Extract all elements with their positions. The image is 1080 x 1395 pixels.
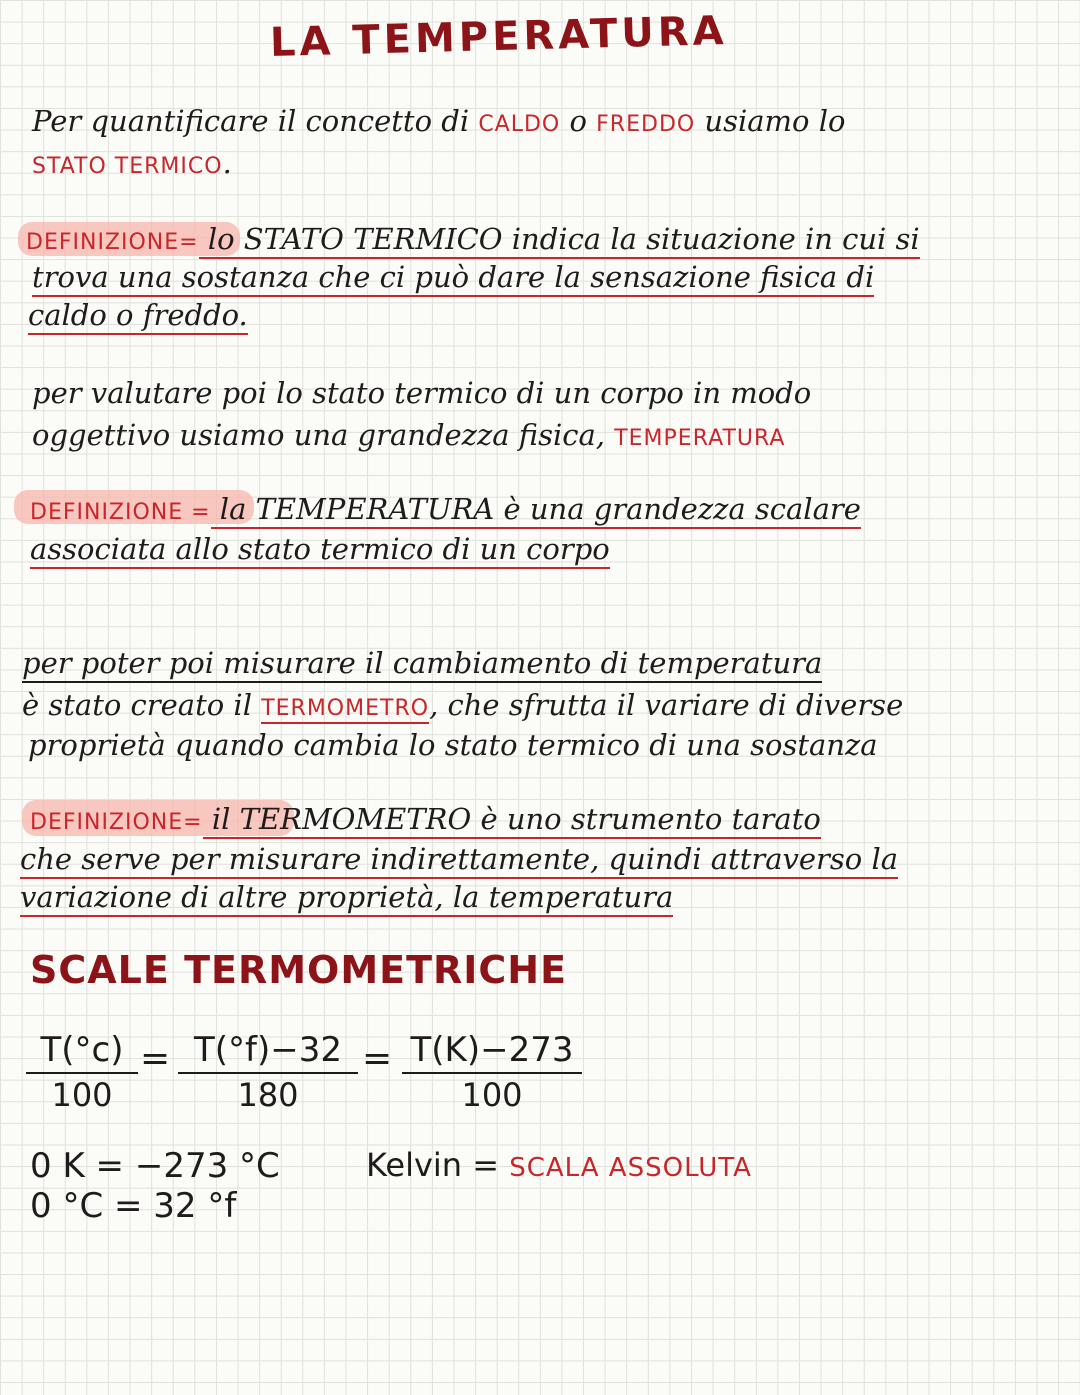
def1-text-2: trova una sostanza che ci può dare la sensazione fisica di bbox=[32, 260, 874, 297]
par2-line-2 bbox=[32, 418, 785, 452]
conversion-kelvin-celsius: 0 K = −273 °C bbox=[30, 1146, 280, 1186]
def1-line-3 bbox=[28, 298, 248, 332]
par3-line-2 bbox=[22, 688, 903, 722]
def2-line-2 bbox=[30, 532, 610, 566]
def3-text-1: il TERMOMETRO è uno strumento tarato bbox=[203, 802, 821, 839]
intro-line-2 bbox=[32, 146, 232, 180]
equals-sign-1: = bbox=[140, 1038, 171, 1079]
keyword-termometro: TERMOMETRO bbox=[261, 696, 429, 724]
par2-line-1: per valutare poi lo stato termico di un corpo in modo bbox=[32, 376, 812, 410]
intro-or: o bbox=[560, 104, 597, 138]
def1-text-1: lo STATO TERMICO indica la situazione in cui si bbox=[199, 222, 920, 259]
def2-text-2: associata allo stato termico di un corpo bbox=[30, 532, 610, 569]
par3-line-3: proprietà quando cambia lo stato termico di una sostanza bbox=[28, 728, 878, 762]
keyword-freddo: FREDDO bbox=[596, 112, 696, 137]
intro-dot: . bbox=[222, 146, 232, 180]
def3-line-1 bbox=[30, 802, 821, 836]
par3-text-2a: è stato creato il bbox=[22, 688, 262, 722]
kelvin-label: Kelvin = bbox=[366, 1146, 510, 1184]
kelvin-note bbox=[366, 1146, 752, 1184]
keyword-temperatura: TEMPERATURA bbox=[614, 426, 786, 451]
fraction-celsius-denominator: 100 bbox=[51, 1076, 113, 1114]
fraction-kelvin-numerator: T(K)−273 bbox=[402, 1030, 582, 1074]
def1-line-2 bbox=[32, 260, 874, 294]
fraction-celsius bbox=[26, 1030, 138, 1114]
def3-label: DEFINIZIONE= bbox=[30, 810, 203, 835]
section-heading-scales: SCALE TERMOMETRICHE bbox=[30, 948, 568, 992]
def1-label: DEFINIZIONE= bbox=[26, 230, 199, 255]
def3-text-3: variazione di altre proprietà, la temperatura bbox=[20, 880, 673, 917]
page-title: LA TEMPERATURA bbox=[269, 8, 729, 66]
def1-line-1 bbox=[26, 222, 920, 256]
fraction-celsius-numerator: T(°c) bbox=[26, 1030, 138, 1074]
def2-label: DEFINIZIONE = bbox=[30, 500, 211, 525]
keyword-stato-termico: STATO TERMICO bbox=[32, 154, 223, 179]
fraction-kelvin-denominator: 100 bbox=[461, 1076, 523, 1114]
def1-text-3: caldo o freddo. bbox=[28, 298, 248, 335]
absolute-scale-label: SCALA ASSOLUTA bbox=[509, 1153, 752, 1183]
intro-text-b: il concetto di bbox=[277, 104, 479, 138]
conversion-celsius-fahrenheit: 0 °C = 32 °f bbox=[30, 1186, 237, 1226]
fraction-fahrenheit-numerator: T(°f)−32 bbox=[178, 1030, 358, 1074]
def3-text-2: che serve per misurare indirettamente, quindi attraverso la bbox=[20, 842, 898, 879]
def3-line-2 bbox=[20, 842, 898, 876]
def2-text-1: la TEMPERATURA è una grandezza scalare bbox=[211, 492, 861, 529]
par3-line-1 bbox=[22, 646, 822, 680]
fraction-kelvin bbox=[402, 1030, 582, 1114]
equals-sign-2: = bbox=[362, 1038, 393, 1079]
def3-line-3 bbox=[20, 880, 673, 914]
fraction-fahrenheit bbox=[178, 1030, 358, 1114]
def2-line-1 bbox=[30, 492, 861, 526]
intro-line-1 bbox=[32, 104, 845, 138]
par3-text-1: per poter poi misurare il cambiamento di temperatura bbox=[22, 646, 822, 683]
intro-text-c: usiamo lo bbox=[695, 104, 846, 138]
fraction-fahrenheit-denominator: 180 bbox=[237, 1076, 299, 1114]
keyword-caldo: CALDO bbox=[478, 112, 561, 137]
par2-text-2: oggettivo usiamo una grandezza fisica, bbox=[32, 418, 615, 452]
par3-text-2b: , che sfrutta il variare di diverse bbox=[429, 688, 904, 722]
intro-text-a: Per quantificare bbox=[32, 104, 278, 138]
